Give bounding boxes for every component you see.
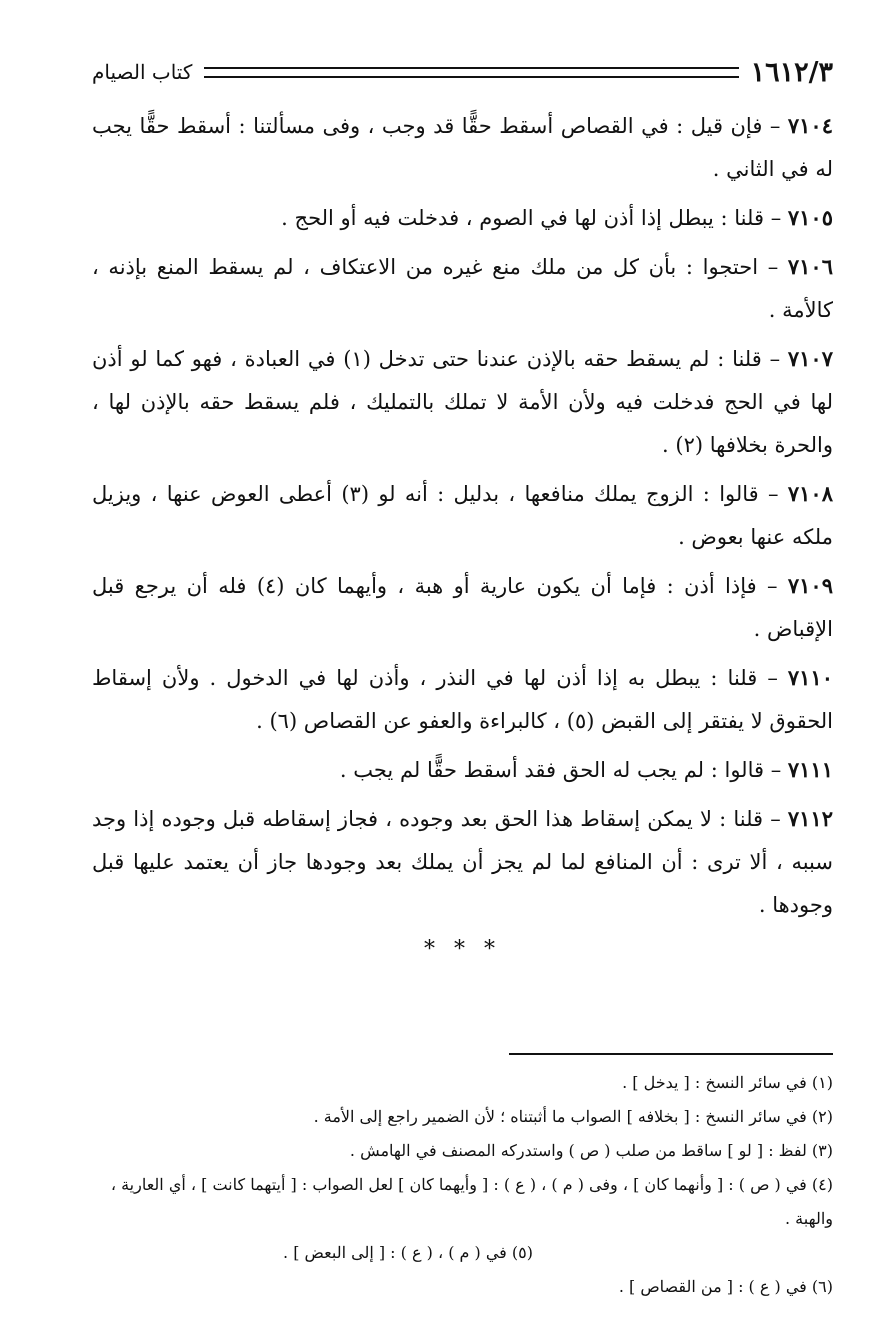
paragraph-number: ٧١٠٥ bbox=[787, 205, 833, 230]
paragraph-number: ٧١٠٨ bbox=[787, 481, 833, 506]
paragraph-7104 bbox=[92, 104, 833, 191]
footnote-4: (٤) في ( ص ) : [ وأنهما كان ] ، وفى ( م ) ، ( ع ) : [ وأيهما كان ] لعل الصواب : [ أيتهما كانت ] ، أي العارية ، والهبة . bbox=[110, 1175, 833, 1228]
paragraph-7109 bbox=[92, 564, 833, 651]
paragraph-text: – فإن قيل : في القصاص أسقط حقًّا قد وجب ، وفى مسألتنا : أسقط حقًّا يجب له في الثاني . bbox=[92, 114, 833, 181]
page-number: ١٦١٢/٣ bbox=[750, 56, 833, 88]
paragraph-7111 bbox=[92, 748, 833, 792]
paragraph-number: ٧١١٠ bbox=[787, 665, 833, 690]
paragraph-text: – قلنا : يبطل إذا أذن لها في الصوم ، فدخلت فيه أو الحج . bbox=[281, 206, 788, 230]
footnotes bbox=[92, 1066, 833, 1304]
paragraph-number: ٧١٠٧ bbox=[787, 346, 833, 371]
paragraph-text: – قالوا : لم يجب له الحق فقد أسقط حقًّا لم يجب . bbox=[339, 758, 788, 782]
paragraph-text: – فإذا أذن : فإما أن يكون عارية أو هبة ، وأيهما كان (٤) فله أن يرجع قبل الإقباض . bbox=[92, 574, 833, 641]
paragraph-7105 bbox=[92, 196, 833, 240]
paragraph-text: – قلنا : يبطل به إذا أذن لها في النذر ، وأذن لها في الدخول . ولأن إسقاط الحقوق لا يفتقر إلى القبض (٥) ، كالبراءة والعفو عن القصاص (٦) . bbox=[92, 666, 833, 733]
paragraph-7106 bbox=[92, 245, 833, 332]
paragraph-7108 bbox=[92, 472, 833, 559]
paragraph-7112 bbox=[92, 797, 833, 927]
paragraph-number: ٧١٠٦ bbox=[787, 254, 833, 279]
footnote-6: (٦) في ( ع ) : [ من القصاص ] . bbox=[618, 1277, 833, 1296]
paragraph-number: ٧١٠٤ bbox=[787, 113, 833, 138]
section-separator: * * * bbox=[424, 937, 501, 962]
paragraph-text: – قلنا : لا يمكن إسقاط هذا الحق بعد وجوده ، فجاز إسقاطه قبل وجوده إذا وجد سببه ، ألا ترى : أن المنافع لما لم يجز أن يملك بعد وجودها جاز أن يعتمد عليها قبل وجودها . bbox=[92, 807, 833, 917]
footnote-2: (٢) في سائر النسخ : [ بخلافه ] الصواب ما أثبتناه ؛ لأن الضمير راجع إلى الأمة . bbox=[313, 1107, 833, 1126]
paragraph-number: ٧١١٢ bbox=[787, 806, 833, 831]
footnote-1: (١) في سائر النسخ : [ يدخل ] . bbox=[622, 1073, 833, 1092]
footnote-3: (٣) لفظ : [ لو ] ساقط من صلب ( ص ) واستدركه المصنف في الهامش . bbox=[349, 1141, 833, 1160]
footnote-5: (٥) في ( م ) ، ( ع ) : [ إلى البعض ] . bbox=[283, 1243, 533, 1262]
paragraph-7110 bbox=[92, 656, 833, 743]
page-header bbox=[92, 52, 833, 92]
paragraph-text: – احتجوا : بأن كل من ملك منع غيره من الاعتكاف ، لم يسقط المنع بإذنه ، كالأمة . bbox=[92, 255, 833, 322]
footnote-rule bbox=[509, 1053, 833, 1055]
header-rule bbox=[204, 67, 738, 78]
paragraph-number: ٧١٠٩ bbox=[787, 573, 833, 598]
main-text bbox=[92, 104, 833, 962]
book-title: كتاب الصيام bbox=[92, 60, 193, 84]
paragraph-text: – قلنا : لم يسقط حقه بالإذن عندنا حتى تدخل (١) في العبادة ، فهو كما لو أذن لها في الحج فدخلت فيه ولأن الأمة لا تملك بالتمليك ، فلم يسقط حقه بالإذن لها ، والحرة بخلافها (٢) . bbox=[92, 347, 833, 457]
paragraph-text: – قالوا : الزوج يملك منافعها ، بدليل : أنه لو (٣) أعطى العوض عنها ، ويزيل ملكه عنها بعوض . bbox=[92, 482, 833, 549]
paragraph-number: ٧١١١ bbox=[787, 757, 833, 782]
paragraph-7107 bbox=[92, 337, 833, 467]
